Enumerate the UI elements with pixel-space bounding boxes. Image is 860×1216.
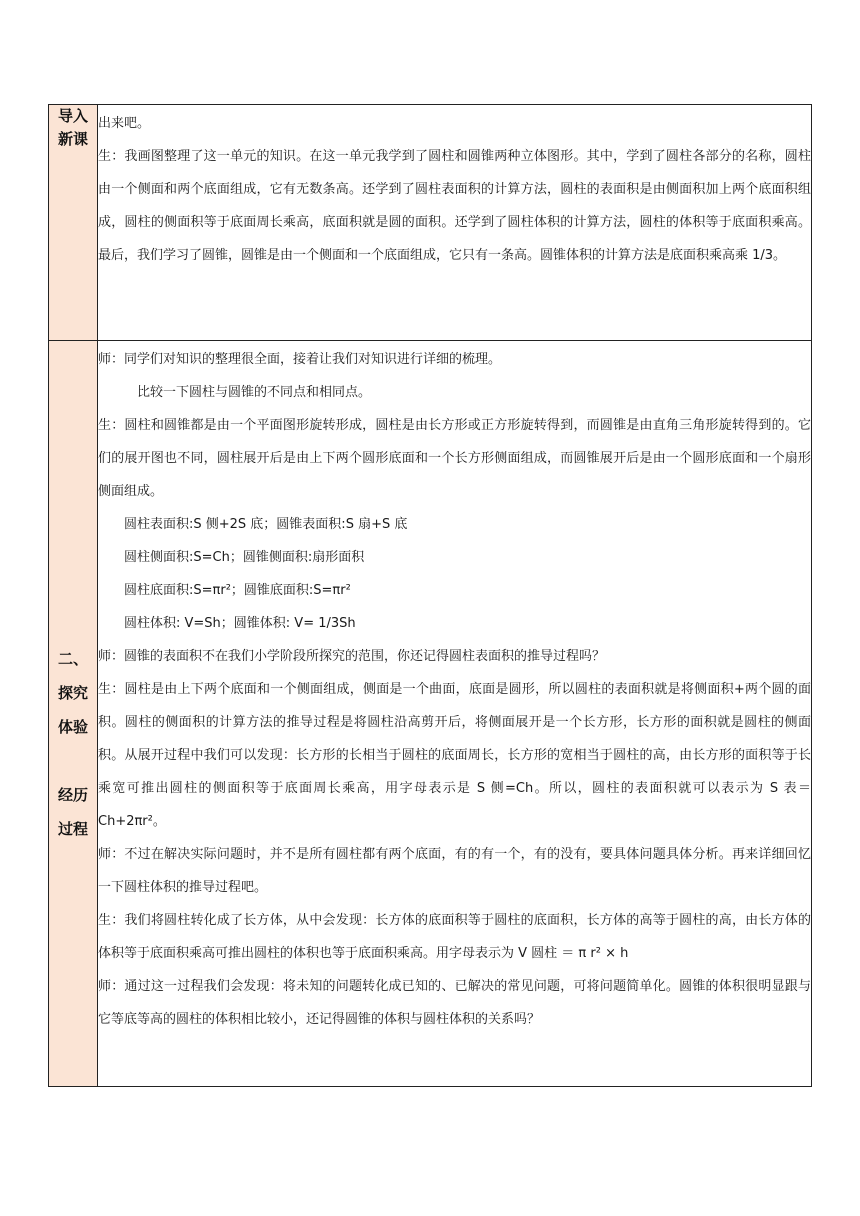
paragraph: 师：同学们对知识的整理很全面，接着让我们对知识进行详细的梳理。 — [98, 352, 502, 367]
label-line: 过程 — [57, 819, 88, 838]
label-line: 经历 — [57, 785, 88, 804]
label-line — [49, 744, 97, 778]
section-row-intro — [49, 105, 812, 341]
section-label-intro — [49, 105, 98, 341]
formula-line: 圆柱侧面积:S=Ch；圆锥侧面积:扇形面积 — [124, 550, 365, 565]
label-line: 二、 — [57, 649, 88, 668]
paragraph: 师：通过这一过程我们会发现：将未知的问题转化成已知的、已解决的常见问题，可将问题简单化。圆锥的体积很明显跟与它等底等高的圆柱的体积相比较小，还记得圆锥的体积与圆柱体积的关系吗？ — [98, 979, 811, 1027]
section-row-explore — [49, 341, 812, 1087]
paragraph: 比较一下圆柱与圆锥的不同点和相同点。 — [137, 385, 372, 400]
label-line: 探究 — [57, 683, 88, 702]
paragraph: 生：圆柱和圆锥都是由一个平面图形旋转形成，圆柱是由长方形或正方形旋转得到，而圆锥是由直角三角形旋转得到的。它们的展开图也不同，圆柱展开后是由上下两个圆形底面和一个长方形侧面组成，而圆锥展开后是由一个圆形底面和一个扇形侧面组成。 — [98, 418, 811, 499]
section-content-explore — [98, 341, 812, 1087]
label-line: 新课 — [57, 130, 88, 148]
paragraph: 出来吧。 — [98, 116, 151, 131]
section-content-intro — [98, 105, 812, 341]
formula-line: 圆柱底面积:S=πr²；圆锥底面积:S=πr² — [124, 583, 351, 598]
lesson-plan-table — [48, 104, 812, 1087]
paragraph: 生：圆柱是由上下两个底面和一个侧面组成，侧面是一个曲面，底面是圆形，所以圆柱的表面积就是将侧面积+两个圆的面积。圆柱的侧面积的计算方法的推导过程是将圆柱沿高剪开后，将侧面展开是一个长方形，长方形的面积就是圆柱的侧面积。从展开过程中我们可以发现：长方形的长相当于圆柱的底面周长，长方形的宽相当于圆柱的高，由长方形的面积等于长乘宽可推出圆柱的侧面积等于底面周长乘高，用字母表示是 S 侧=Ch。所以，圆柱的表面积就可以表示为 S 表＝Ch+2πr²。 — [98, 682, 811, 829]
paragraph: 生：我画图整理了这一单元的知识。在这一单元我学到了圆柱和圆锥两种立体图形。其中，学到了圆柱各部分的名称，圆柱由一个侧面和两个底面组成，它有无数条高。还学到了圆柱表面积的计算方法，圆柱的表面积是由侧面积加上两个底面积组成，圆柱的侧面积等于底面周长乘高，底面积就是圆的面积。还学到了圆柱体积的计算方法，圆柱的体积等于底面积乘高。最后，我们学习了圆锥，圆锥是由一个侧面和一个底面组成，它只有一条高。圆锥体积的计算方法是底面积乘高乘 1/3。 — [98, 149, 811, 263]
section-label-explore — [49, 341, 98, 1087]
paragraph: 生：我们将圆柱转化成了长方体，从中会发现：长方体的底面积等于圆柱的底面积，长方体的高等于圆柱的高，由长方体的体积等于底面积乘高可推出圆柱的体积也等于底面积乘高。用字母表示为 V 圆柱 ＝ π r² × h — [98, 913, 811, 961]
formula-line: 圆柱体积: V=Sh；圆锥体积: V= 1/3Sh — [124, 616, 356, 631]
paragraph: 师：不过在解决实际问题时，并不是所有圆柱都有两个底面，有的有一个，有的没有，要具体问题具体分析。再来详细回忆一下圆柱体积的推导过程吧。 — [98, 847, 811, 895]
formula-line: 圆柱表面积:S 侧+2S 底；圆锥表面积:S 扇+S 底 — [124, 517, 408, 532]
label-line: 体验 — [57, 717, 88, 736]
label-line: 导入 — [57, 107, 88, 125]
paragraph: 师：圆锥的表面积不在我们小学阶段所探究的范围，你还记得圆柱表面积的推导过程吗？ — [98, 649, 606, 664]
